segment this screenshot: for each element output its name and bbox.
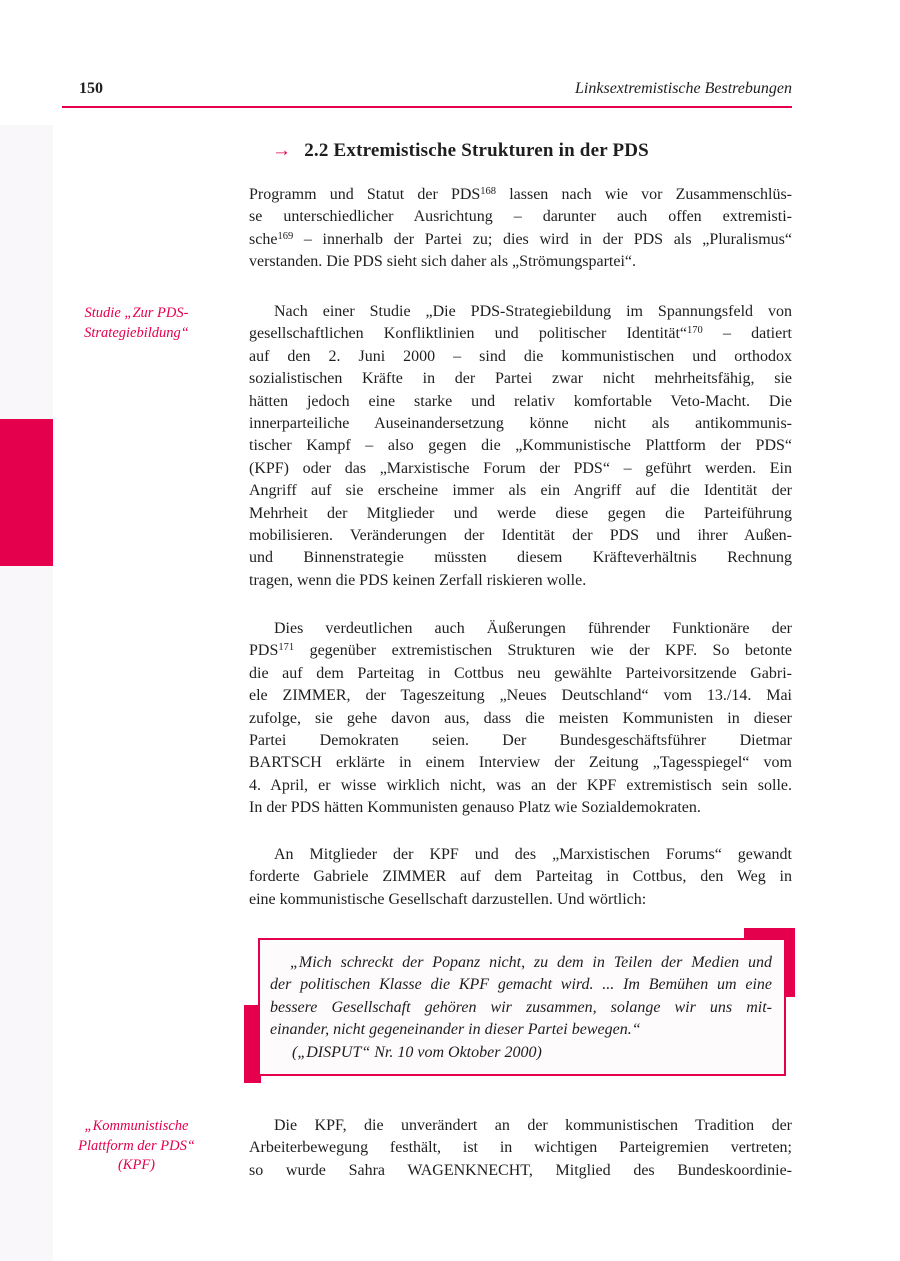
margin-column-band [0, 125, 53, 1261]
text-line: tischer Kampf – also gegen die „Kommunistische Plattform der PDS“ [249, 437, 792, 455]
text-line: eine kommunistische Gesellschaft darzustellen. Und wörtlich: [249, 890, 647, 908]
margin-note-line: (KPF) [117, 1157, 156, 1173]
quote-line: einander, nicht gegeneinander in dieser Partei bewegen.“ [270, 1021, 641, 1039]
text-line: so wurde Sahra WAGENKNECHT, Mitglied des Bundeskoordinie- [249, 1161, 792, 1179]
text-line: BARTSCH erklärte in einem Interview der Zeitung „Tagesspiegel“ vom [249, 754, 792, 772]
text-line: Mehrheit der Mitglieder und werde diese gegen die Parteiführung [249, 504, 792, 522]
text-line: sozialistischen Kräfte in der Partei zwar nicht mehrheitsfähig, sie [249, 370, 792, 388]
paragraph-2 [249, 301, 792, 592]
text-line: Partei Demokraten seien. Der Bundesgeschäftsführer Dietmar [249, 732, 792, 750]
text-line: gesellschaftlichen Konfliktlinien und politischer Identität“$^{170}$ – datiert [249, 325, 792, 343]
quote-line: der politischen Klasse die KPF gemacht wird. ... Im Bemühen um eine [270, 976, 772, 994]
text-line: Dies verdeutlichen auch Äußerungen führender Funktionäre der [274, 620, 792, 637]
footnote-ref-168: 168 [480, 186, 497, 197]
text-line: forderte Gabriele ZIMMER auf dem Parteitag in Cottbus, den Weg in [249, 868, 792, 886]
margin-accent-block [0, 419, 53, 566]
section-heading-text: 2.2 Extremistische Strukturen in der PDS [304, 140, 649, 161]
page-number: 150 [79, 80, 103, 97]
header-rule [62, 106, 792, 108]
text-line: PDS$^{171}$ gegenüber extremistischen Strukturen wie der KPF. So betonte [249, 642, 792, 660]
text-line: Arbeiterbewegung festhält, ist in wichtigen Parteigremien vertreten; [249, 1139, 792, 1157]
text-line: zufolge, sie gehe davon aus, dass die meisten Kommunisten in dieser [249, 709, 792, 727]
margin-note-line: Plattform der PDS“ [78, 1137, 195, 1154]
margin-note-line: Studie „Zur PDS- [84, 305, 189, 321]
text-line: Nach einer Studie „Die PDS-Strategiebildung im Spannungsfeld von [274, 303, 792, 320]
text-line: An Mitglieder der KPF und des „Marxistischen Forums“ gewandt [274, 846, 792, 863]
paragraph-3 [249, 618, 792, 820]
text-line: mobilisieren. Veränderungen der Identität der PDS und ihrer Außen- [249, 527, 792, 545]
text-line: hätten jedoch eine starke und relativ komfortable Veto-Macht. Die [249, 392, 792, 410]
text-line: sche$^{169}$ – innerhalb der Partei zu; dies wird in der PDS als „Pluralismus“ [249, 230, 792, 248]
section-heading [272, 140, 649, 162]
quote-box [258, 938, 786, 1076]
text-line: innerparteiliche Auseinandersetzung könne nicht als antikommunis- [249, 415, 792, 433]
text-line: Programm und Statut der PDS$^{168}$ lassen nach wie vor Zusammenschlüs- [249, 186, 792, 203]
text-line: Die KPF, die unverändert an der kommunistischen Tradition der [274, 1117, 792, 1134]
text-line: die auf dem Parteitag in Cottbus neu gewählte Parteivorsitzende Gabri- [249, 664, 792, 682]
footnote-ref-170: 170 [687, 325, 703, 337]
footnote-ref-169: 169 [277, 230, 294, 242]
margin-note-study [60, 304, 213, 343]
text-line: Angriff auf sie erscheine immer als ein Angriff auf die Identität der [249, 482, 792, 500]
text-line: In der PDS hätten Kommunisten genauso Platz wie Sozialdemokraten. [249, 799, 701, 817]
text-line: verstanden. Die PDS sieht sich daher als „Strömungspartei“. [249, 253, 637, 271]
paragraph-4 [249, 844, 792, 911]
text-line: und Binnenstrategie müssten diesem Kräfteverhältnis Rechnung [249, 549, 792, 567]
footnote-ref-171: 171 [278, 642, 295, 654]
quote-source: („DISPUT“ Nr. 10 vom Oktober 2000) [292, 1043, 542, 1061]
margin-note-kpf [60, 1117, 213, 1176]
text-line: (KPF) oder das „Marxistische Forum der PDS“ – geführt werden. Ein [249, 459, 792, 477]
paragraph-5 [249, 1115, 792, 1182]
text-line: ele ZIMMER, der Tageszeitung „Neues Deutschland“ vom 13./14. Mai [249, 687, 792, 705]
margin-note-line: Strategiebildung“ [84, 324, 189, 341]
margin-note-line: „Kommunistische [84, 1118, 189, 1134]
paragraph-1 [249, 184, 792, 274]
quote-line: „Mich schreckt der Popanz nicht, zu dem in Teilen der Medien und [290, 954, 772, 971]
text-line: tragen, wenn die PDS keinen Zerfall riskieren wolle. [249, 571, 587, 589]
running-header-title: Linksextremistische Bestrebungen [575, 80, 792, 97]
quote-line: bessere Gesellschaft gehören wir zusammen, solange wir uns mit- [270, 998, 772, 1016]
text-line: se unterschiedlicher Ausrichtung – darunter auch offen extremisti- [249, 208, 792, 226]
arrow-icon: → [272, 140, 292, 161]
text-line: auf den 2. Juni 2000 – sind die kommunistischen und orthodox [249, 347, 792, 365]
text-line: 4. April, er wisse wirklich nicht, was an der KPF extremistisch sein solle. [249, 776, 792, 794]
